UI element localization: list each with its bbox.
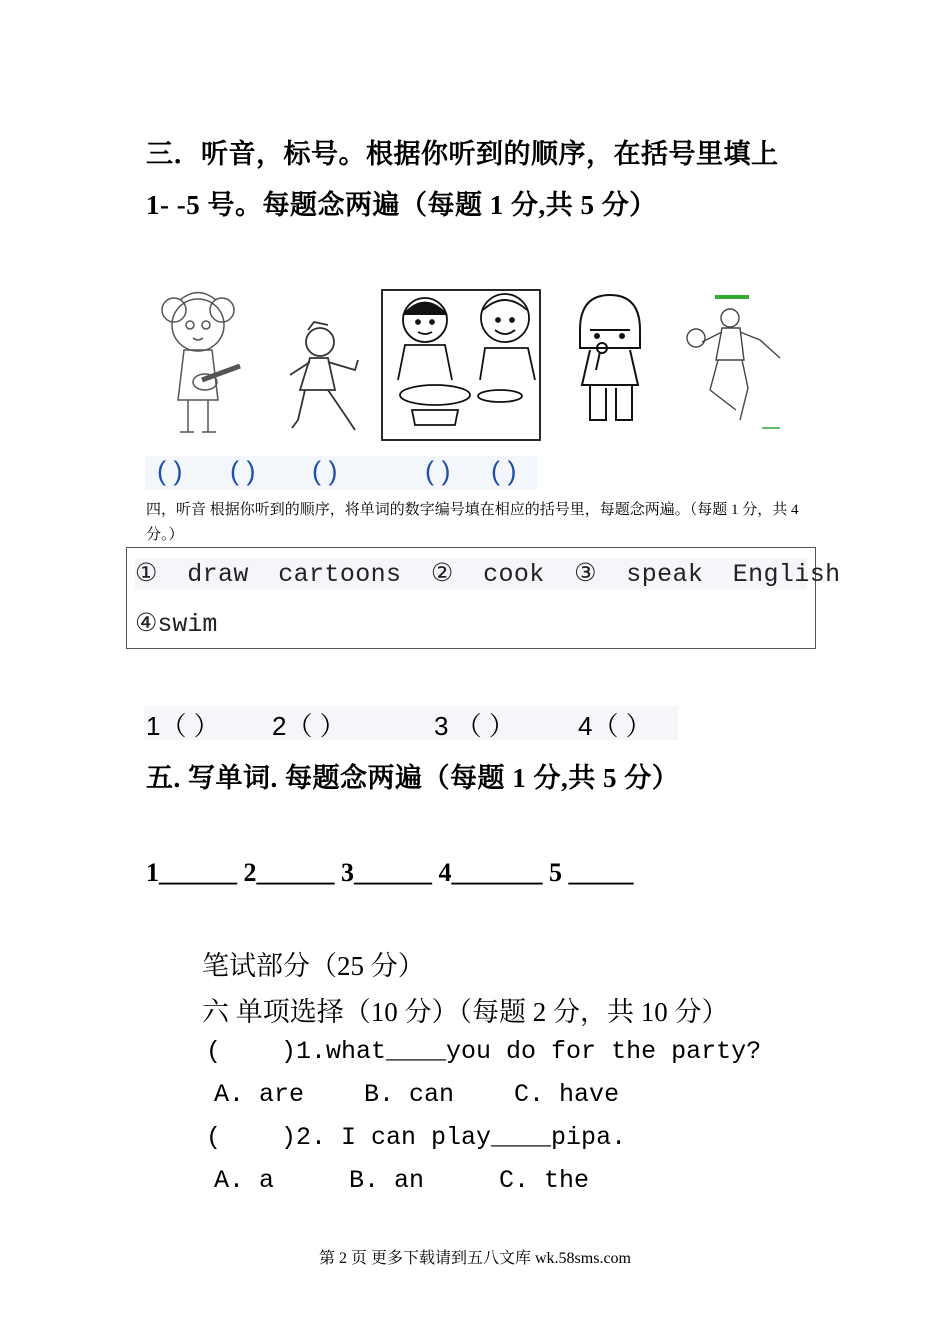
word-options-box xyxy=(126,547,841,649)
bracket-4[interactable]: ( ) xyxy=(425,456,451,486)
question-2-options[interactable]: A. a B. an C. the xyxy=(214,1166,590,1195)
word-options-line1: ① draw cartoons ② cook ③ speak English xyxy=(135,560,841,589)
picture-answer-brackets xyxy=(145,456,537,490)
bracket-2[interactable]: ( ) xyxy=(230,456,256,486)
answer-1[interactable]: 1（ ） xyxy=(146,711,220,741)
question-1-options[interactable]: A. are B. can C. have xyxy=(214,1080,620,1109)
spelling-blanks[interactable]: 1______ 2______ 3______ 4_______ 5 _____ xyxy=(146,858,634,887)
section5-title: 五. 写单词. 每题念两遍（每题 1 分,共 5 分） xyxy=(146,763,680,793)
basketball-player-picture xyxy=(687,295,780,428)
section3-title-line2: 1- -5 号。每题念两遍（每题 1 分,共 5 分） xyxy=(146,190,657,220)
section4-answers xyxy=(144,706,678,740)
question-2[interactable]: ( )2. I can play____pipa. xyxy=(206,1123,627,1152)
girl-singing-picture xyxy=(580,295,640,420)
bracket-3[interactable]: ( ) xyxy=(312,456,338,486)
page-footer: 第 2 页 更多下载请到五八文库 wk.58sms.com xyxy=(318,1250,631,1267)
listening-pictures xyxy=(150,270,800,450)
answer-3[interactable]: 3 （ ） xyxy=(434,711,515,741)
section3-title-line1: 三．听音，标号。根据你听到的顺序，在括号里填上 xyxy=(146,139,779,169)
boy-kungfu-picture xyxy=(290,322,358,430)
answer-4[interactable]: 4（ ） xyxy=(578,711,652,741)
bracket-1[interactable]: ( ) xyxy=(157,456,183,486)
bracket-5[interactable]: ( ) xyxy=(491,456,517,486)
question-1[interactable]: ( )1.what____you do for the party? xyxy=(206,1037,762,1066)
written-part-title: 笔试部分（25 分） xyxy=(202,951,425,981)
boys-cooking-picture xyxy=(382,290,540,440)
section4-instruction: 四，听音 根据你听到的顺序，将单词的数字编号填在相应的括号里，每题念两遍。（每题 1 分，共 4 分。） xyxy=(146,502,799,543)
girl-playing-pipa-picture xyxy=(162,293,240,433)
word-options-line2: ④swim xyxy=(135,610,218,639)
section6-title: 六 单项选择（10 分）（每题 2 分，共 10 分） xyxy=(202,997,729,1027)
answer-2[interactable]: 2（ ） xyxy=(272,711,346,741)
